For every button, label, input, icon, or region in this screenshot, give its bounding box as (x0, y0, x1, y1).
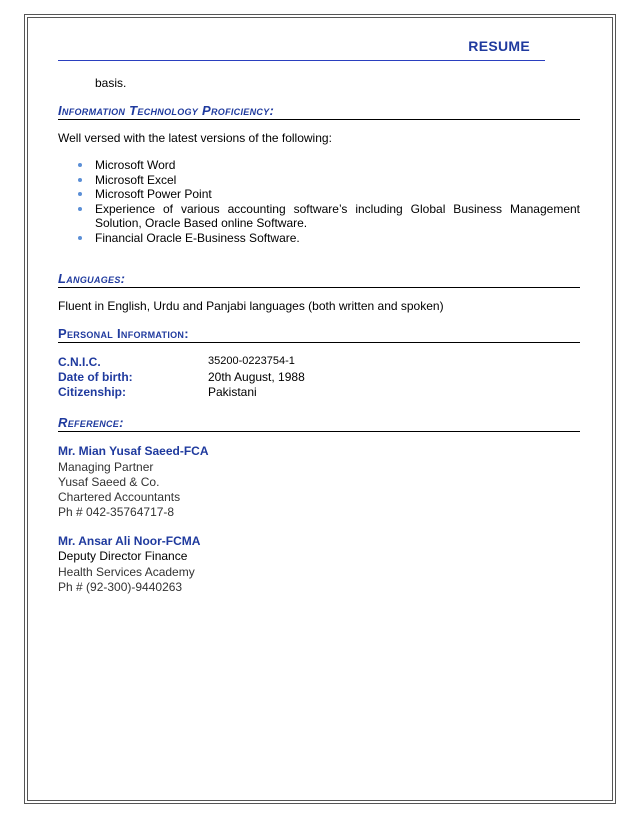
resume-title: RESUME (468, 38, 530, 54)
cnic-value: 35200-0223754-1 (208, 355, 295, 367)
citizenship-label: Citizenship: (58, 385, 126, 399)
languages-heading: Languages: (58, 271, 580, 288)
list-item: Microsoft Excel (78, 173, 580, 188)
list-item: Experience of various accounting software’s including Global Business Management Solution, Oracle Based online Software. (78, 202, 580, 231)
reference-line: Chartered Accountants (58, 490, 181, 504)
bullet-icon (78, 163, 82, 167)
reference-line: Managing Partner (58, 460, 154, 474)
reference-line: Deputy Director Finance (58, 549, 188, 563)
it-proficiency-heading: Information Technology Proficiency: (58, 103, 580, 120)
bullet-icon (78, 207, 82, 211)
title-divider (58, 60, 545, 61)
reference-line: Yusaf Saeed & Co. (58, 475, 160, 489)
reference-line: Health Services Academy (58, 565, 195, 579)
bullet-icon (78, 192, 82, 196)
reference-name: Mr. Ansar Ali Noor-FCMA (58, 534, 201, 548)
dob-value: 20th August, 1988 (208, 370, 305, 384)
dob-label: Date of birth: (58, 370, 133, 384)
personal-info-heading: Personal Information: (58, 326, 580, 343)
list-item: Financial Oracle E-Business Software. (78, 231, 580, 246)
it-intro-text: Well versed with the latest versions of the following: (58, 131, 332, 145)
languages-text: Fluent in English, Urdu and Panjabi languages (both written and spoken) (58, 299, 444, 313)
reference-line: Ph # 042-35764717-8 (58, 505, 175, 519)
reference-heading: Reference: (58, 415, 580, 432)
list-item: Microsoft Word (78, 158, 580, 173)
bullet-icon (78, 178, 82, 182)
reference-name: Mr. Mian Yusaf Saeed-FCA (58, 444, 209, 458)
continuation-text: basis. (95, 76, 127, 90)
reference-line: Ph # (92-300)-9440263 (58, 580, 183, 594)
bullet-icon (78, 236, 82, 240)
list-item: Microsoft Power Point (78, 187, 580, 202)
it-skill-list (78, 158, 580, 245)
citizenship-value: Pakistani (208, 385, 257, 399)
cnic-label: C.N.I.C. (58, 355, 101, 369)
